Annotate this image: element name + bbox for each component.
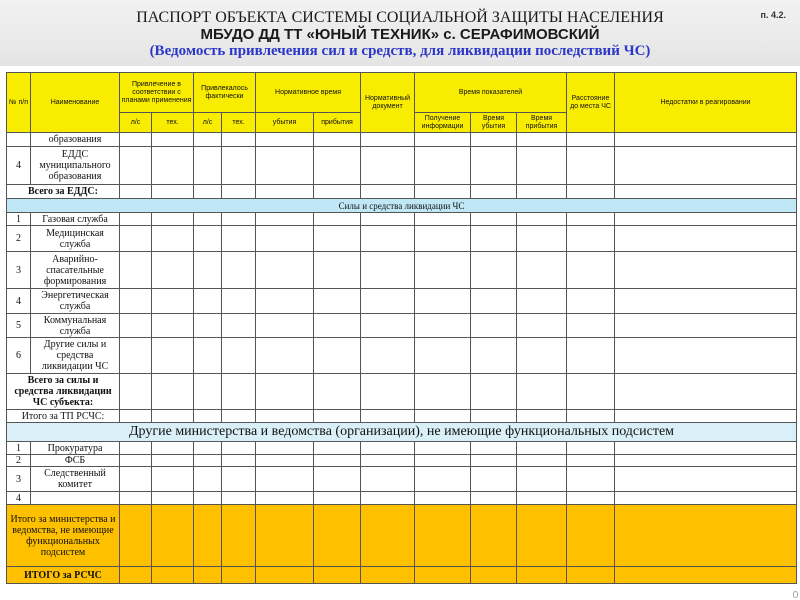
table-cell [567,492,615,505]
table-cell [567,133,615,147]
row-num: 5 [7,314,31,338]
table-cell [517,505,567,567]
table-cell [152,252,194,289]
table-cell [415,185,471,199]
total-row [7,567,797,584]
col-header-plan: Привлечение в соответствии с планами применения [120,73,194,113]
table-cell [361,410,415,423]
table-cell [222,374,256,410]
table-cell [314,374,361,410]
table-cell [222,252,256,289]
table-cell [152,289,194,314]
table-cell [194,133,222,147]
total-rschs-label: ИТОГО за РСЧС [7,567,120,584]
table-cell [567,455,615,467]
table-cell [152,314,194,338]
table-cell [415,338,471,374]
table-cell [415,374,471,410]
table-cell [194,226,222,252]
table-cell [194,374,222,410]
col-header-ls-fact: л/с [194,113,222,133]
table-cell [194,492,222,505]
row-name: Газовая служба [31,213,120,226]
table-cell [615,213,797,226]
table-cell [256,133,314,147]
table-cell [615,314,797,338]
table-cell [471,374,517,410]
section-ministries-label: Другие министерства и ведомства (организации), не имеющие функциональных подсистем [7,423,797,442]
table-cell [256,374,314,410]
row-num: 3 [7,467,31,492]
section-forces-label: Силы и средства ликвидации ЧС [7,199,797,213]
table-cell [120,442,152,455]
table-cell [222,314,256,338]
table-cell [471,505,517,567]
table-cell [415,492,471,505]
table-cell [120,505,152,567]
table-cell [567,505,615,567]
table-cell [415,567,471,584]
table-cell [120,252,152,289]
col-header-shortcomings: Недостатки в реагировании [615,73,797,133]
table-cell [415,410,471,423]
table-cell [194,410,222,423]
table-cell [361,492,415,505]
row-name: Другие силы и средства ликвидации ЧС [31,338,120,374]
subtitle-statement: (Ведомость привлечения сил и средств, для ликвидации последствий ЧС) [149,43,651,59]
table-cell [256,226,314,252]
table-cell [314,492,361,505]
col-header-norm-doc: Нормативный документ [361,73,415,133]
table-cell [194,252,222,289]
total-subject-label: Всего за силы и средства ликвидации ЧС субъекта: [7,374,120,410]
table-cell [567,185,615,199]
table-row [7,467,797,492]
scroll-indicator-icon [793,591,798,598]
row-num: 6 [7,338,31,374]
table-cell [517,252,567,289]
col-header-info-received: Получение информации [415,113,471,133]
table-cell [567,289,615,314]
table-cell [120,410,152,423]
table-cell [222,505,256,567]
table-cell [415,455,471,467]
table-cell [415,252,471,289]
table-cell [615,467,797,492]
row-num: 4 [7,289,31,314]
table-cell [361,455,415,467]
table-cell [361,147,415,185]
table-row [7,252,797,289]
table-cell [361,442,415,455]
table-cell [517,567,567,584]
table-cell [415,133,471,147]
col-header-ls-plan: л/с [120,113,152,133]
table-cell [471,492,517,505]
table-cell [361,226,415,252]
table-cell [314,289,361,314]
table-cell [314,338,361,374]
table-cell [256,289,314,314]
table-cell [222,492,256,505]
table-cell [471,314,517,338]
table-cell [567,252,615,289]
table-cell [415,147,471,185]
table-cell [152,455,194,467]
table-cell [222,133,256,147]
table-cell [567,467,615,492]
table-cell [615,147,797,185]
table-cell [471,338,517,374]
table-cell [567,442,615,455]
table-cell [471,252,517,289]
table-cell [256,467,314,492]
table-cell [415,226,471,252]
table-cell [120,133,152,147]
table-row [7,314,797,338]
table-row [7,226,797,252]
table-cell [194,442,222,455]
row-num: 3 [7,252,31,289]
table-cell [517,467,567,492]
table-row [7,213,797,226]
table-cell [567,147,615,185]
total-row [7,185,797,199]
table-cell [314,467,361,492]
total-ministries-label: Итого за министерства и ведомства, не имеющие функциональных подсистем [7,505,120,567]
table-cell [194,338,222,374]
total-row [7,410,797,423]
row-num: 1 [7,213,31,226]
table-cell [256,252,314,289]
table-cell [415,442,471,455]
row-name: Медицинская служба [31,226,120,252]
total-edds-label: Всего за ЕДДС: [7,185,120,199]
table-cell [361,505,415,567]
table-cell [471,567,517,584]
table-row [7,442,797,455]
row-name: ФСБ [31,455,120,467]
row-name: Аварийно-спасательные формирования [31,252,120,289]
table-cell [222,338,256,374]
slide-header [0,0,800,66]
table-cell [314,442,361,455]
table-cell [120,455,152,467]
col-header-arrival: прибытия [314,113,361,133]
table-cell [194,567,222,584]
forces-table [6,72,797,584]
table-cell [517,226,567,252]
table-cell [222,289,256,314]
table-cell [314,505,361,567]
table-cell [152,467,194,492]
table-cell [361,374,415,410]
table-cell [615,410,797,423]
table-cell [314,410,361,423]
table-cell [615,289,797,314]
table-cell [471,289,517,314]
table-cell [314,147,361,185]
table-row [7,147,797,185]
row-name: Энергетическая служба [31,289,120,314]
table-cell [361,213,415,226]
table-cell [615,492,797,505]
row-num: 2 [7,226,31,252]
table-cell [471,455,517,467]
col-header-tech-plan: тех. [152,113,194,133]
table-cell [567,410,615,423]
table-cell [152,147,194,185]
table-cell [256,492,314,505]
table-cell [567,213,615,226]
table-cell [517,213,567,226]
table-cell [567,226,615,252]
section-code: п. 4.2. [760,10,786,20]
table-cell [517,314,567,338]
row-name: образования [31,133,120,147]
table-cell [615,374,797,410]
col-header-num: № п/п [7,73,31,133]
table-cell [152,410,194,423]
row-name: ЕДДС муниципального образования [31,147,120,185]
table-cell [194,289,222,314]
table-row [7,133,797,147]
table-cell [361,289,415,314]
col-header-fact: Привлекалось фактически [194,73,256,113]
table-cell [222,567,256,584]
table-cell [615,567,797,584]
table-cell [222,455,256,467]
row-num: 4 [7,492,31,505]
section-row [7,423,797,442]
table-cell [567,567,615,584]
table-cell [256,442,314,455]
table-cell [471,442,517,455]
table-cell [7,133,31,147]
table-cell [471,410,517,423]
table-cell [471,185,517,199]
table-cell [120,374,152,410]
total-row [7,374,797,410]
table-cell [615,442,797,455]
col-header-indicators: Время показателей [415,73,567,113]
table-cell [222,442,256,455]
table-cell [152,567,194,584]
table-cell [517,455,567,467]
table-cell [471,226,517,252]
table-cell [152,133,194,147]
table-cell [256,147,314,185]
table-cell [120,226,152,252]
table-cell [222,467,256,492]
table-cell [256,314,314,338]
table-cell [120,147,152,185]
table-cell [361,314,415,338]
table-cell [615,505,797,567]
table-cell [120,567,152,584]
table-cell [194,505,222,567]
table-cell [222,226,256,252]
table-cell [415,467,471,492]
table-cell [471,467,517,492]
row-num: 2 [7,455,31,467]
table-cell [120,314,152,338]
table-cell [314,213,361,226]
col-header-time-departure: Время убытия [471,113,517,133]
title-passport: ПАСПОРТ ОБЪЕКТА СИСТЕМЫ СОЦИАЛЬНОЙ ЗАЩИТЫ НАСЕЛЕНИЯ [136,9,664,26]
table-cell [314,133,361,147]
table-cell [517,338,567,374]
table-cell [152,442,194,455]
header-row-top [7,73,797,113]
row-name: Прокуратура [31,442,120,455]
table-cell [415,505,471,567]
table-cell [152,226,194,252]
table-cell [152,185,194,199]
table-cell [256,185,314,199]
table-cell [615,455,797,467]
table-cell [567,338,615,374]
row-name: Коммунальная служба [31,314,120,338]
title-organization: МБУДО ДД ТТ «ЮНЫЙ ТЕХНИК» с. СЕРАФИМОВСКИЙ [200,26,600,43]
table-cell [314,252,361,289]
table-cell [256,410,314,423]
table-cell [314,185,361,199]
table-cell [471,147,517,185]
table-cell [222,213,256,226]
table-row [7,492,797,505]
row-name [31,492,120,505]
table-cell [194,185,222,199]
table-cell [471,213,517,226]
table-cell [120,492,152,505]
table-cell [194,467,222,492]
table-cell [152,374,194,410]
table-cell [314,226,361,252]
col-header-norm-time: Нормативное время [256,73,361,113]
table-cell [120,185,152,199]
table-row [7,455,797,467]
table-cell [361,567,415,584]
table-cell [415,314,471,338]
col-header-distance: Расстояние до места ЧС [567,73,615,133]
table-cell [567,374,615,410]
table-cell [222,185,256,199]
table-cell [415,213,471,226]
table-cell [152,338,194,374]
table-cell [517,410,567,423]
table-cell [194,147,222,185]
table-cell [361,133,415,147]
col-header-time-arrival: Время прибытия [517,113,567,133]
table-cell [256,567,314,584]
table-cell [615,338,797,374]
table-cell [256,338,314,374]
table-cell [194,455,222,467]
table-cell [471,133,517,147]
table-row [7,289,797,314]
total-row [7,505,797,567]
table-cell [615,133,797,147]
row-num: 1 [7,442,31,455]
table-cell [567,314,615,338]
table-cell [615,252,797,289]
table-cell [517,492,567,505]
table-cell [194,213,222,226]
section-row [7,199,797,213]
table-cell [361,252,415,289]
table-cell [415,289,471,314]
table-cell [222,410,256,423]
total-tp-label: Итого за ТП РСЧС: [7,410,120,423]
table-cell [517,374,567,410]
table-cell [256,213,314,226]
table-cell [152,492,194,505]
table-cell [120,289,152,314]
table-cell [120,338,152,374]
col-header-tech-fact: тех. [222,113,256,133]
table-cell [361,338,415,374]
table-cell [120,467,152,492]
table-cell [314,567,361,584]
row-name: Следственный комитет [31,467,120,492]
table-row [7,338,797,374]
table-cell [361,185,415,199]
table-cell [194,314,222,338]
table-cell [256,455,314,467]
table-cell [314,455,361,467]
table-cell [517,133,567,147]
row-num: 4 [7,147,31,185]
table-cell [517,289,567,314]
table-cell [152,505,194,567]
table-cell [256,505,314,567]
table-cell [314,314,361,338]
table-cell [152,213,194,226]
table-cell [222,147,256,185]
table-cell [615,226,797,252]
table-cell [517,147,567,185]
table-cell [361,467,415,492]
table-cell [517,442,567,455]
table-cell [517,185,567,199]
table-cell [120,213,152,226]
col-header-name: Наименование [31,73,120,133]
table-cell [615,185,797,199]
col-header-departure: убытия [256,113,314,133]
